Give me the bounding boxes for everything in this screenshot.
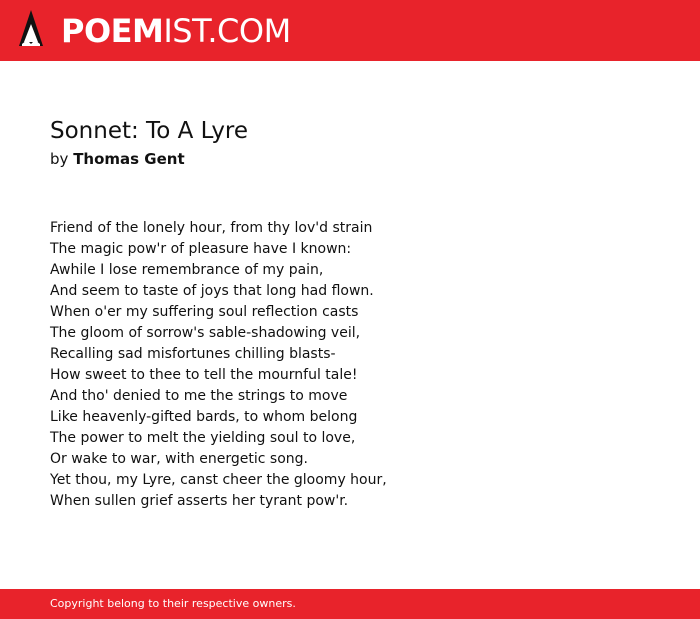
site-header <box>0 0 700 61</box>
poem-author: Thomas Gent <box>73 150 185 168</box>
site-footer <box>0 589 700 619</box>
poem-line: Like heavenly-gifted bards, to whom belong <box>50 409 358 425</box>
poem-line: And seem to taste of joys that long had flown. <box>50 283 374 299</box>
poem-line: And tho' denied to me the strings to move <box>50 388 348 404</box>
logo-light-text: IST.COM <box>163 12 291 50</box>
poem-title: Sonnet: To A Lyre <box>50 118 249 144</box>
poem-byline <box>50 148 185 170</box>
poem-line: Friend of the lonely hour, from thy lov'd strain <box>50 220 373 236</box>
by-label: by <box>50 150 69 168</box>
pencil-tip-icon[interactable] <box>18 10 44 52</box>
poem-line: Yet thou, my Lyre, canst cheer the gloomy hour, <box>50 472 387 488</box>
poem-line: Awhile I lose remembrance of my pain, <box>50 262 324 278</box>
poem-line: The gloom of sorrow's sable-shadowing veil, <box>50 325 361 341</box>
logo-bold-text: POEM <box>61 12 164 50</box>
poem-line: When o'er my suffering soul reflection casts <box>50 304 359 320</box>
poem-body <box>50 218 387 512</box>
copyright-notice: Copyright belong to their respective owners. <box>50 597 296 610</box>
site-logo[interactable] <box>61 12 291 50</box>
poem-line: The magic pow'r of pleasure have I known: <box>50 241 352 257</box>
poem-line: When sullen grief asserts her tyrant pow'r. <box>50 493 349 509</box>
poem-line: Or wake to war, with energetic song. <box>50 451 308 467</box>
poem-line: The power to melt the yielding soul to love, <box>50 430 356 446</box>
poem-line: How sweet to thee to tell the mournful tale! <box>50 367 358 383</box>
poem-line: Recalling sad misfortunes chilling blasts- <box>50 346 336 362</box>
